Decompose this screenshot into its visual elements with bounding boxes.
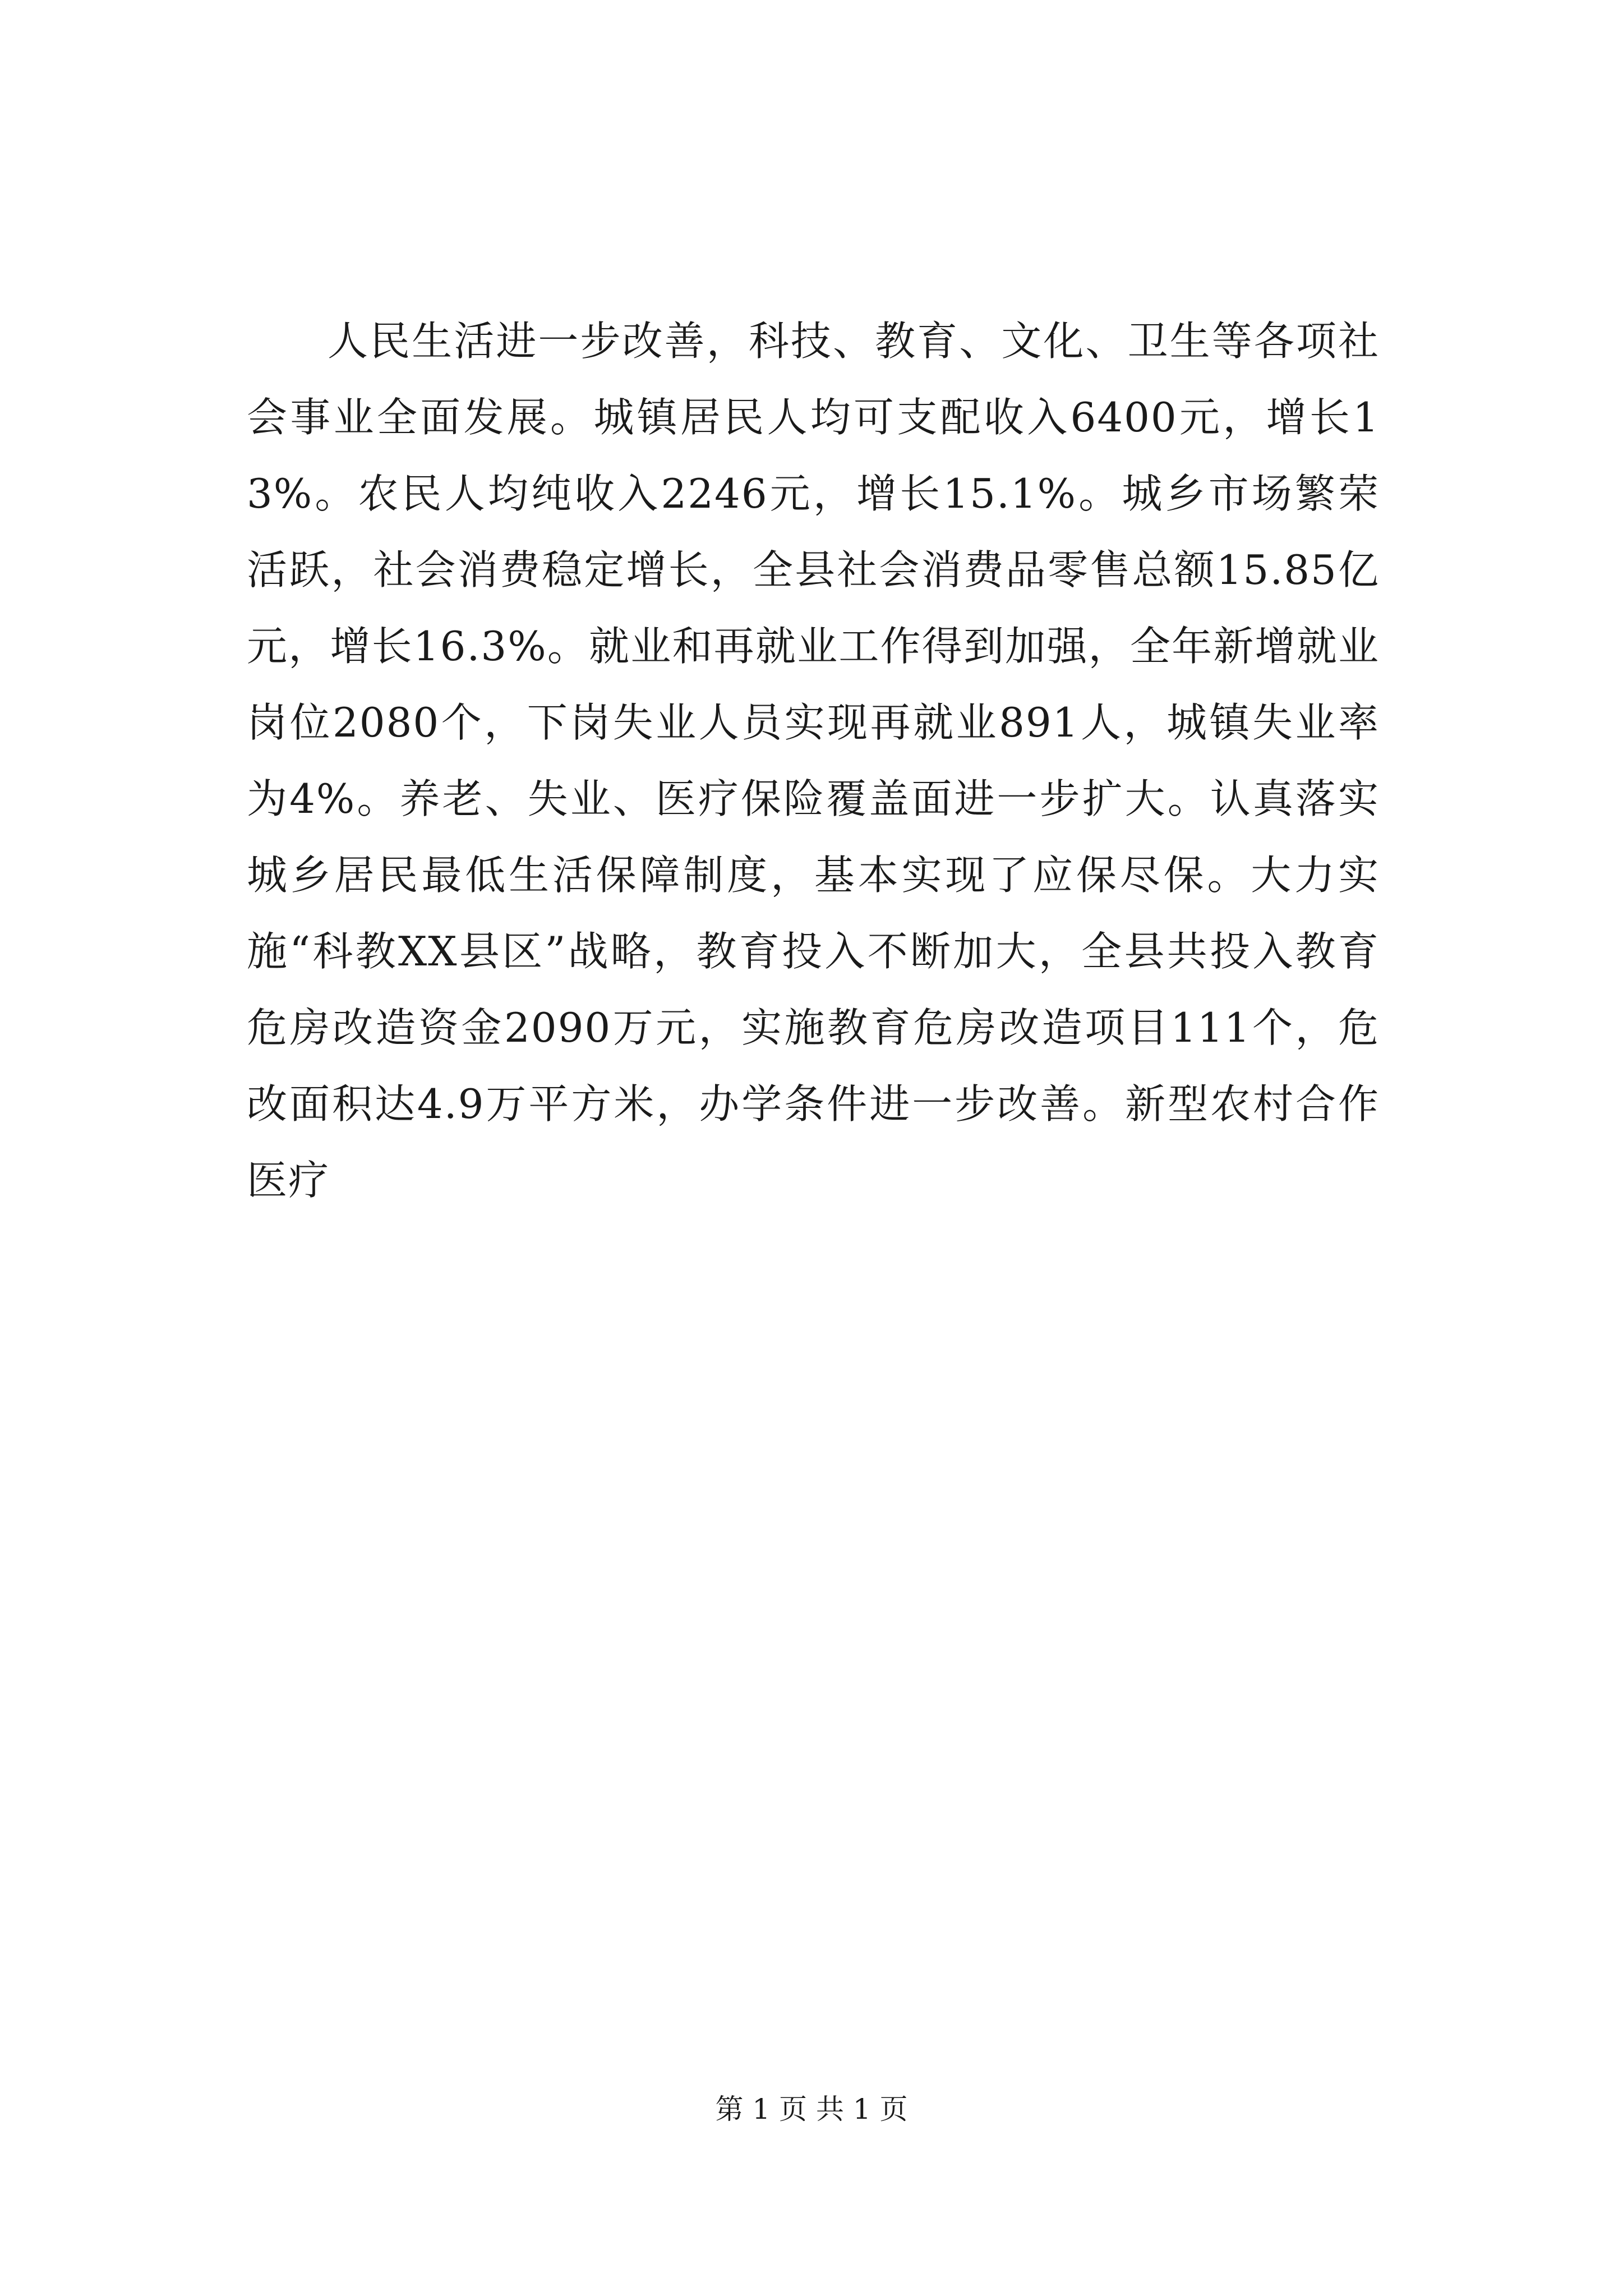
page-footer: 第 1 页 共 1 页 xyxy=(715,2093,908,2125)
body-paragraph: 人民生活进一步改善，科技、教育、文化、卫生等各项社会事业全面发展。城镇居民人均可支配收入6400元，增长13%。农民人均纯收入2246元，增长15.1%。城乡市场繁荣活跃，社会消费稳定增长，全县社会消费品零售总额15.85亿元，增长16.3%。就业和再就业工作得到加强，全年新增就业岗位2080个，下岗失业人员实现再就业891人，城镇失业率为4%。养老、失业、医疗保险覆盖面进一步扩大。认真落实城乡居民最低生活保障制度，基本实现了应保尽保。大力实施“科教XX县区”战略，教育投入不断加大，全县共投入教育危房改造资金2090万元，实施教育危房改造项目111个，危改面积达4.9万平方米，办学条件进一步改善。新型农村合作医疗 xyxy=(247,318,1380,1204)
